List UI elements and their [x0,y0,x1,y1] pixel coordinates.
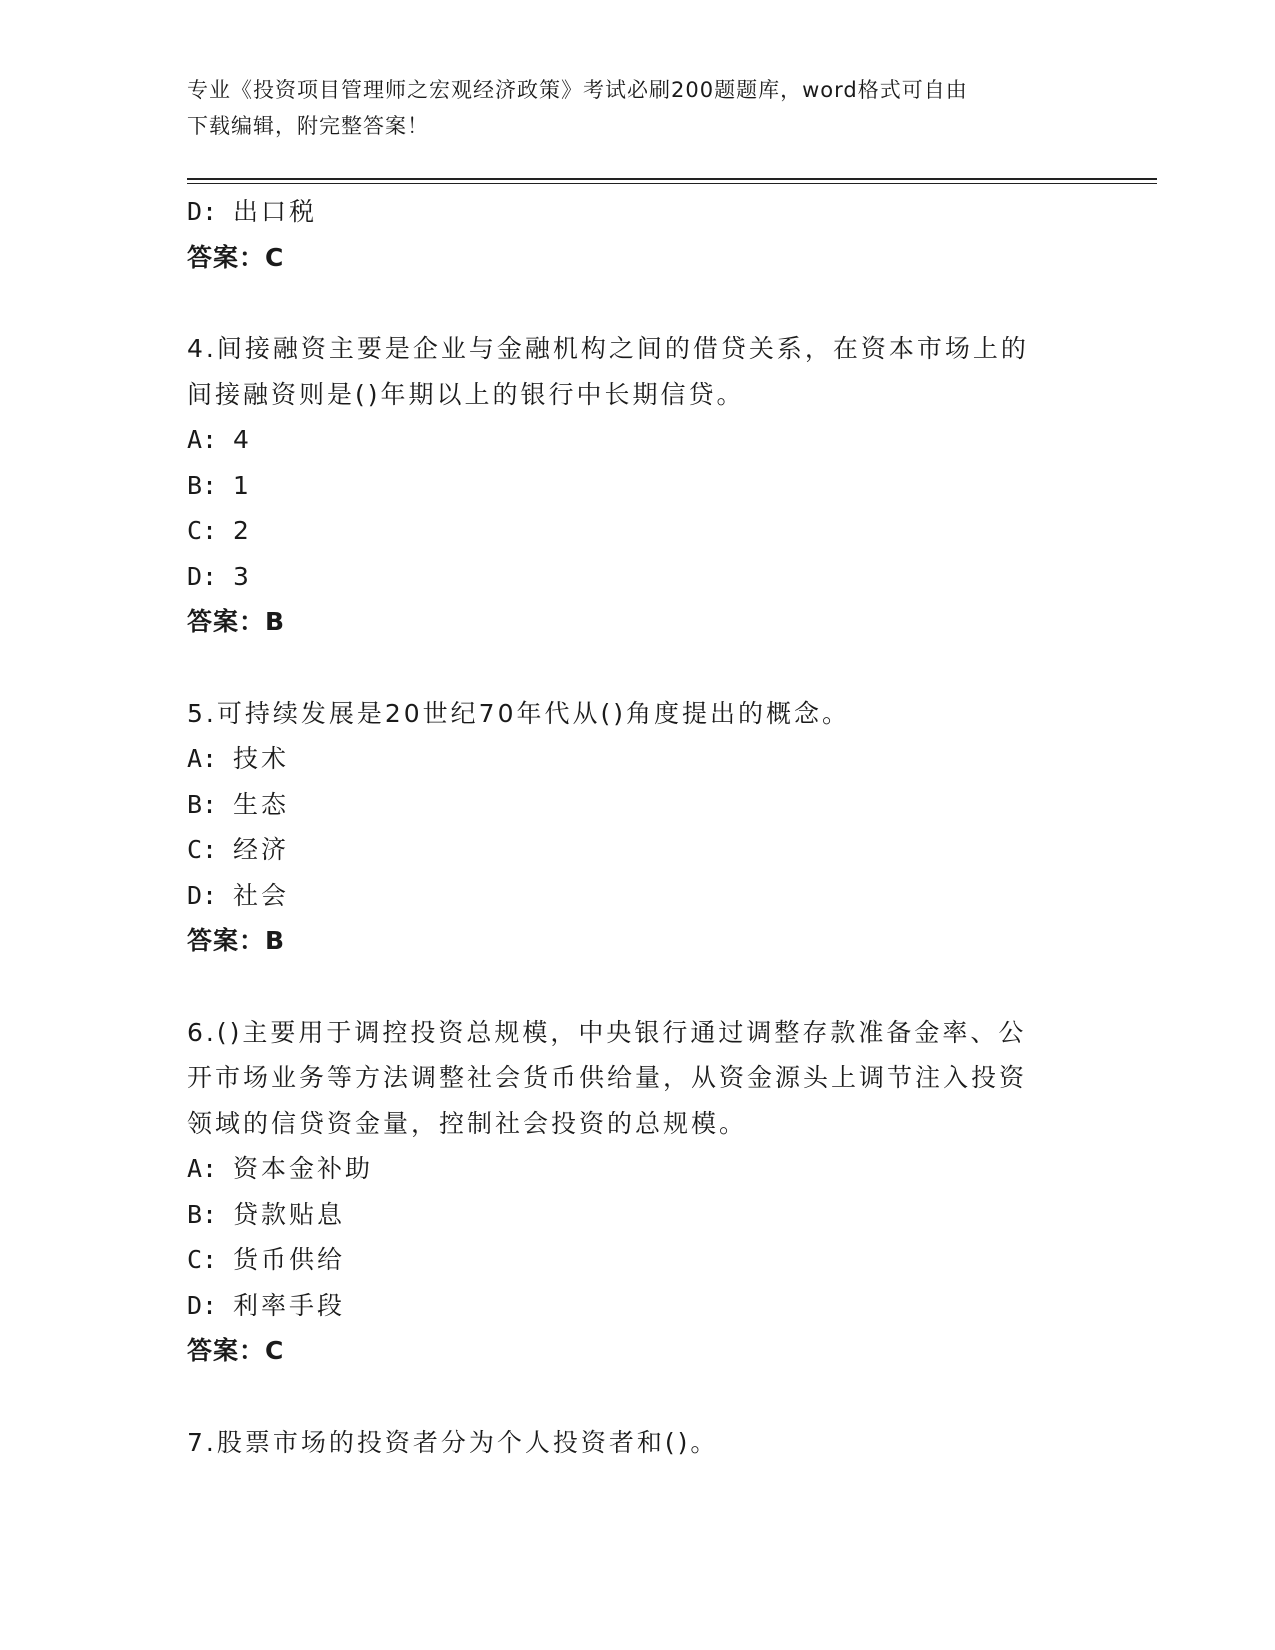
q5-option-a [187,736,1067,782]
q4-option-c [187,508,1067,554]
q6-stem-line-3: 领域的信贷资金量，控制社会投资的总规模。 [187,1108,748,1138]
q5-option-b [187,782,1067,828]
header-line-1: 专业《投资项目管理师之宏观经济政策》考试必刷200题题库，word格式可自由 [187,78,968,102]
q5-stem-line-1: 5.可持续发展是20世纪70年代从()角度提出的概念。 [187,698,850,728]
option-letter: A: [187,744,218,773]
q6-stem-line-2: 开市场业务等方法调整社会货币供给量，从资金源头上调节注入投资 [187,1063,1028,1092]
header-divider-thick [187,178,1157,180]
option-text: 贷款贴息 [233,1199,346,1229]
option-letter: D: [187,197,218,226]
option-letter: C: [187,835,218,864]
q6-option-c [187,1237,1067,1283]
q5-option-c [187,827,1067,873]
prev-option-d [187,189,1067,235]
q4-stem-line-1: 4.间接融资主要是企业与金融机构之间的借贷关系，在资本市场上的 [187,334,1029,363]
option-letter: B: [187,1199,218,1229]
option-text: 资本金补助 [233,1154,374,1183]
option-letter: C: [187,516,218,545]
q6-option-b [187,1192,1067,1238]
q5-option-d [187,873,1067,919]
option-text: 出口税 [233,197,318,226]
option-letter: A: [187,1154,218,1183]
option-letter: D: [187,1290,218,1320]
prev-answer: 答案：C [187,242,285,272]
q4-stem-line-2: 间接融资则是()年期以上的银行中长期信贷。 [187,379,745,409]
q7-stem-line-1: 7.股票市场的投资者分为个人投资者和()。 [187,1427,719,1457]
q6-answer: 答案：C [187,1336,285,1365]
option-text: 经济 [233,835,290,864]
option-text: 1 [233,470,252,500]
option-text: 社会 [233,880,290,910]
header-line-2: 下载编辑，附完整答案！ [187,114,429,138]
option-letter: D: [187,880,218,910]
option-text: 3 [233,561,252,591]
document-header [187,72,1087,144]
q5-answer: 答案：B [187,926,286,955]
q4-answer: 答案：B [187,607,286,636]
option-text: 生态 [233,789,290,819]
option-letter: A: [187,425,218,454]
option-letter: D: [187,561,218,591]
option-letter: C: [187,1245,218,1274]
q6-stem-line-1: 6.()主要用于调控投资总规模，中央银行通过调整存款准备金率、公 [187,1017,1027,1047]
question-list [187,189,1067,1465]
q6-option-d [187,1283,1067,1329]
option-letter: B: [187,789,218,819]
option-text: 货币供给 [233,1245,346,1274]
option-text: 4 [233,425,252,454]
option-text: 利率手段 [233,1290,346,1320]
q4-option-a [187,417,1067,463]
option-letter: B: [187,470,218,500]
option-text: 2 [233,516,252,545]
header-divider-thin [187,183,1157,184]
q4-option-b [187,463,1067,509]
q4-option-d [187,554,1067,600]
option-text: 技术 [233,744,290,773]
q6-option-a [187,1146,1067,1192]
